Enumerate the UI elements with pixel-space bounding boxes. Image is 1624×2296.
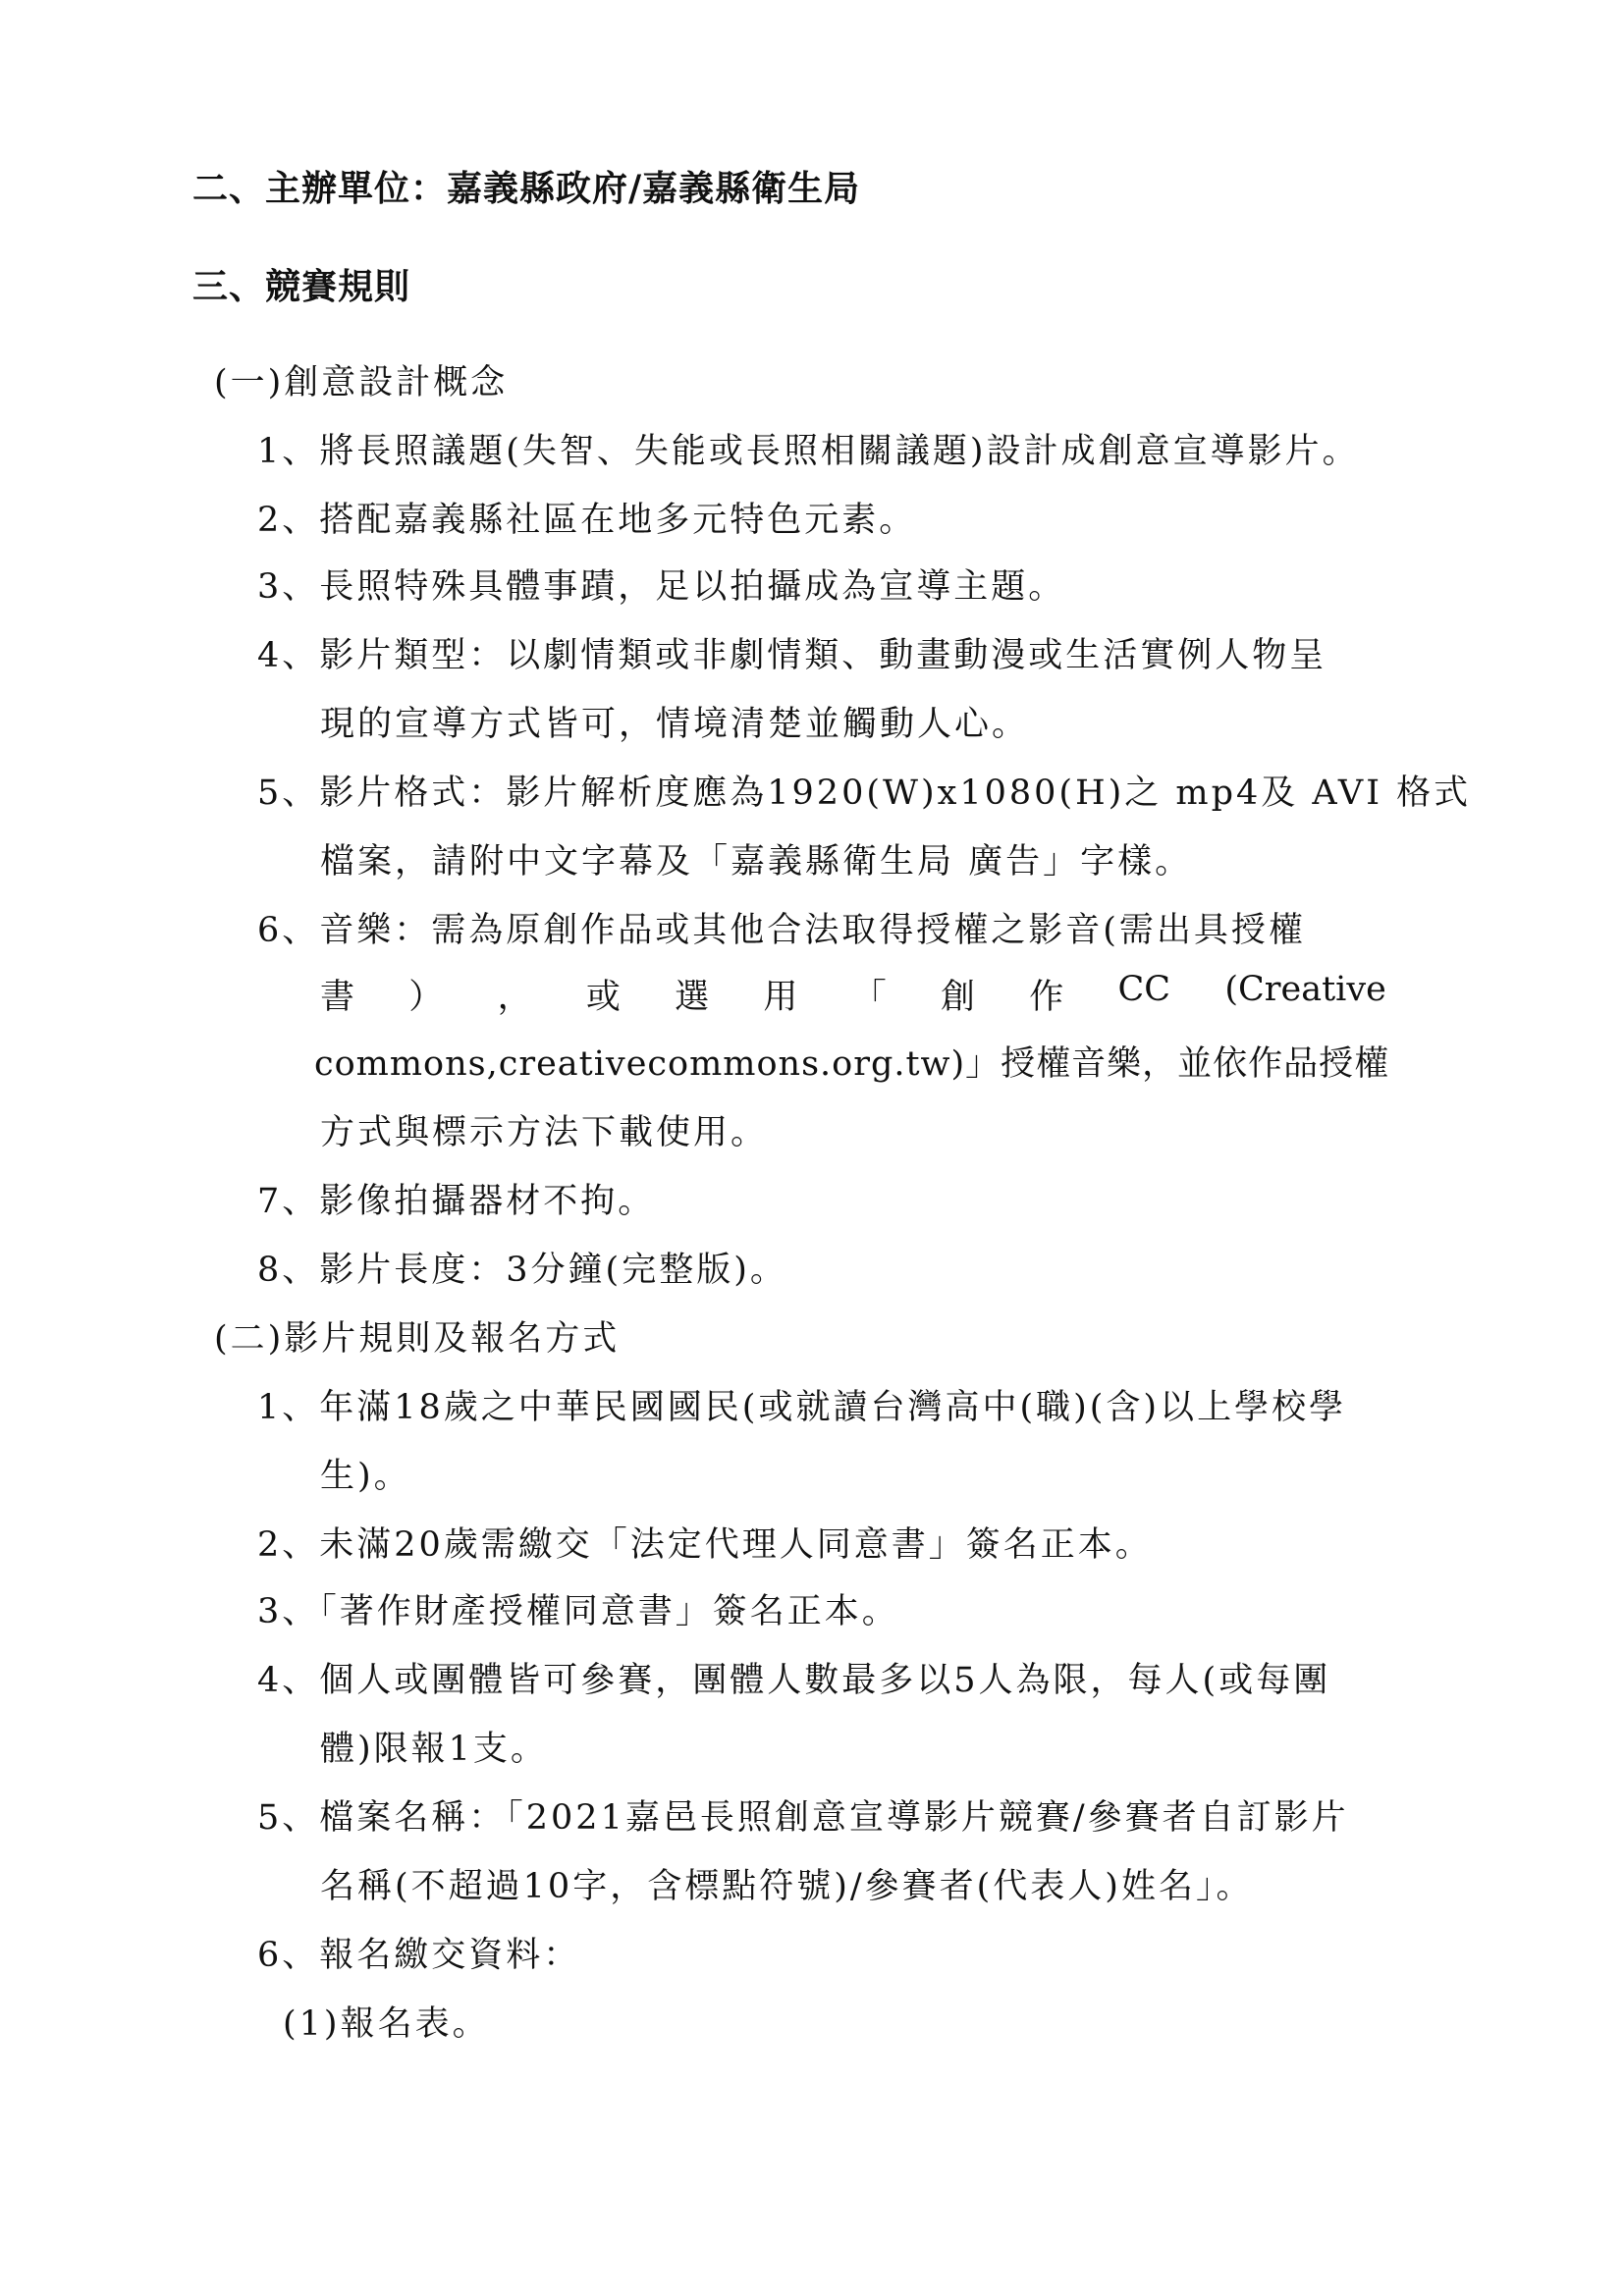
justified-token: 選	[675, 978, 710, 1017]
section-title-rules-registration: (二)影片規則及報名方式	[214, 1319, 621, 1359]
justified-token: CC	[1117, 970, 1171, 1009]
justified-token: 用	[763, 978, 798, 1017]
justified-line	[320, 970, 1386, 1019]
justified-token: 書	[320, 978, 355, 1017]
heading-organizer: 二、主辦單位：嘉義縣政府/嘉義縣衛生局	[192, 168, 861, 209]
list-item-continuation: 現的宣導方式皆可，情境清楚並觸動人心。	[320, 705, 1030, 744]
justified-token: 作	[1029, 978, 1064, 1017]
justified-token: 或	[585, 978, 621, 1017]
list-item: 2、未滿20歲需繳交「法定代理人同意書」簽名正本。	[257, 1525, 1153, 1565]
list-subitem: (1)報名表。	[283, 2004, 490, 2044]
justified-token: 創	[940, 978, 975, 1017]
list-item-continuation: commons,creativecommons.org.tw)」授權音樂，並依作品授權	[314, 1044, 1390, 1084]
list-item-continuation: 體)限報1支。	[320, 1730, 548, 1769]
section-title-creative-concept: (一)創意設計概念	[214, 363, 509, 402]
list-item: 1、將長照議題(失智、失能或長照相關議題)設計成創意宣導影片。	[257, 432, 1360, 471]
justified-token: ，	[497, 978, 532, 1017]
list-item: 5、檔案名稱：「2021嘉邑長照創意宣導影片競賽/參賽者自訂影片	[257, 1798, 1349, 1838]
list-item: 3、「著作財產授權同意書」簽名正本。	[257, 1592, 899, 1631]
list-item: 3、長照特殊具體事蹟，足以拍攝成為宣導主題。	[257, 567, 1066, 607]
list-item: 5、影片格式：影片解析度應為1920(W)x1080(H)之 mp4及 AVI 格式	[257, 774, 1472, 813]
list-item-continuation: 生)。	[320, 1457, 411, 1496]
list-item: 4、影片類型：以劇情類或非劇情類、動畫動漫或生活實例人物呈	[257, 636, 1327, 675]
list-item-continuation: 檔案，請附中文字幕及「嘉義縣衛生局 廣告」字樣。	[320, 842, 1193, 881]
list-item: 8、影片長度：3分鐘(完整版)。	[257, 1251, 787, 1290]
list-item: 6、音樂：需為原創作品或其他合法取得授權之影音(需出具授權	[257, 911, 1306, 950]
justified-token: ）	[408, 978, 444, 1017]
list-item: 7、影像拍攝器材不拘。	[257, 1182, 656, 1221]
list-item: 4、個人或團體皆可參賽，團體人數最多以5人為限，每人(或每團	[257, 1661, 1331, 1700]
list-item: 6、報名繳交資料：	[257, 1936, 581, 1975]
list-item-continuation: 方式與標示方法下載使用。	[320, 1113, 769, 1152]
list-item-continuation: 名稱(不超過10字，含標點符號)/參賽者(代表人)姓名」。	[320, 1867, 1254, 1906]
justified-token: 「	[851, 978, 887, 1017]
list-item: 2、搭配嘉義縣社區在地多元特色元素。	[257, 501, 917, 540]
justified-token: (Creative	[1224, 970, 1386, 1009]
heading-rules: 三、競賽規則	[192, 266, 411, 307]
list-item: 1、年滿18歲之中華民國國民(或就讀台灣高中(職)(含)以上學校學	[257, 1388, 1347, 1427]
